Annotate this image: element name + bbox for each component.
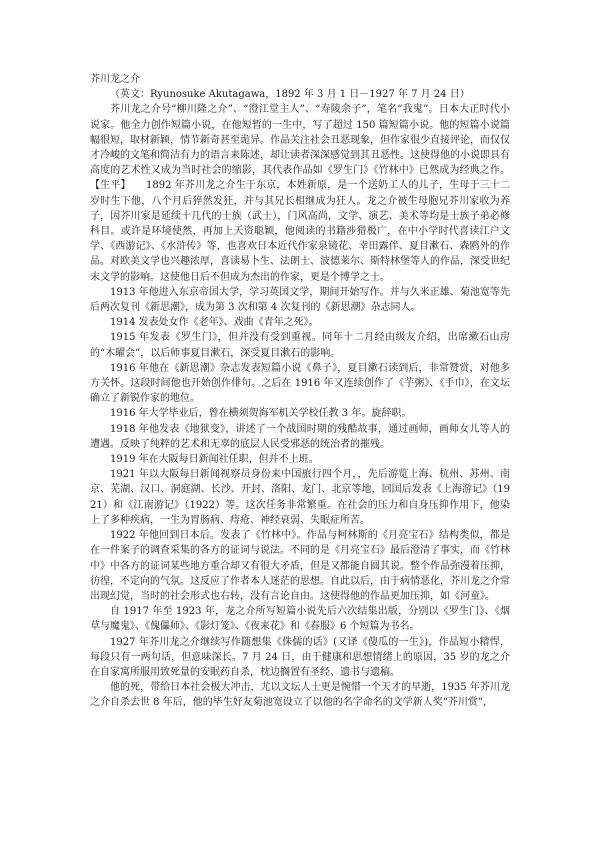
paragraph-1922: 1922 年他回到日本后。发表了《竹林中》。作品与柯林斯的《月亮宝石》结构类似，都是在一件案子的调查采集的各方的证词与说法。不同的是《月亮宝石》最后澄清了事实，而《竹林中》中各方的证词某些地方重合却又有很大矛盾，但是又都能自圆其说。整个作品弥漫着压抑，彷徨，不定向的气氛。这反应了作者本人迷茫的思想。自此以后，由于病情恶化，芥川龙之介常出现幻觉，当时的社会形式也右转，没有言论自由。这使得他的作品更加压抑，如《河童》。: [90, 530, 510, 602]
paragraph-1927: 1927 年芥川龙之介继续写作随想集《侏儒的话》(又译《傻瓜的一生》)，作品短小精悍，每段只有一两句话，但意味深长。7 月 24 日，由于健康和思想情绪上的原因，35 岁的龙之介在自家寓所服用致死量的安眠药自杀，枕边搁置有圣经、遗书与遗稿。: [90, 636, 510, 678]
paragraph-collections: 自 1917 年至 1923 年，龙之介所写短篇小说先后六次结集出版，分别以《罗生门》、《烟草与魔鬼》、《傀儡师》、《影灯笼》、《夜来花》和《春服》6 个短篇为书名。: [90, 606, 510, 633]
paragraph-1915: 1915 年发表《罗生门》，但并没有受到重视。同年十二月经由级友介绍，出席漱石山房的“木曜会”，以后师事夏目漱石，深受夏目漱石的影响。: [90, 332, 510, 359]
paragraph-1914: 1914 发表处女作《老年》、戏曲《青年之死》。: [110, 317, 319, 329]
paragraph-intro: 芥川龙之介号“柳川隆之介”、“澄江堂主人”、“寿陵余子”，笔名“我鬼”。日本大正时代小说家。他全力创作短篇小说，在他短暂的一生中，写了超过 150 篇短篇小说。他的短篇小说篇幅很短，取材新颖，情节新奇甚至诡异。作品关注社会丑恶现象，但作家很少直接评论，而仅仅才冷峻的文笔和简洁有力的语言来陈述，却让读者深深感觉到其丑恶性。这使得他的小说即具有高度的艺术性又成为当时社会的缩影，其代表作品如《罗生门》《竹林中》已然成为经典之作。【生平】 1892 年芥川龙之介生于东京，本姓新原，是一个送奶工人的儿子，生母于三十二岁时生下他，八个月后猝然发狂，并与其兄长相继成为狂人。龙之介被生母胞兄芥川家收为养子，因芥川家是延续十几代的士族（武士），门风高尚，文学、演艺、美术等均是士族子弟必修科目。或许是环境使然，再加上天资聪颖，他阅读的书籍涉猎极广，在中小学时代喜读江户文学、《西游记》、《水浒传》等，也喜欢日本近代作家泉镜花、幸田露伴、夏目漱石、森鸥外的作品。对欧美文学也兴趣浓厚，喜读易卜生、法朗士、波德莱尔、斯特林堡等人的作品，深受世纪末文学的影响。这使他日后不但成为杰出的作家，更是个博学之士。: [90, 104, 510, 283]
paragraph-1916-nose: 1916 年他在《新思潮》杂志发表短篇小说《鼻子》，夏目漱石读到后，非常赞赏，对他多方关怀。这段时间他也开始创作俳句。之后在 1916 年又连续创作了《芋粥》、《手巾》，在文坛确立了新锐作家的地位。: [90, 362, 510, 405]
paragraph-legacy: 他的死，带给日本社会极大冲击，尤以文坛人士更是惋惜一个天才的早逝，1935 年芥川龙之介自杀去世 8 年后，他的毕生好友菊池宽设立了以他的名字命名的文学新人奖“芥川赏”，: [90, 682, 510, 709]
paragraph-1921: 1921 年以大阪每日新闻视察员身份来中国旅行四个月，，先后游览上海、杭州、苏州、南京、芜湖、汉口、洞庭湖、长沙、开封、洛阳、龙门、北京等地，回国后发表《上海游记》（1921）和《江南游记》（1922）等。这次任务非常繁重。在社会的压力和自身压抑作用下，他染上了多种疾病，一生为胃肠病、痔疮、神经衰弱、失眠症所苦。: [90, 469, 510, 526]
paragraph-1916-graduation: 1916 年大学毕业后，曾在横须贺海军机关学校任教 3 年。旋辞职。: [110, 408, 412, 420]
paragraph-1913: 1913 年他进入东京帝国大学，学习英国文学，期间开始写作。并与久米正雄、菊池宽等先后两次复刊《新思潮》，成为第 3 次和第 4 次复刊的《新思潮》杂志同人。: [90, 286, 510, 314]
document-title: 芥川龙之介: [90, 74, 140, 85]
document-subtitle: （英文：Ryunosuke Akutagawa，1892 年 3 月 1 日－1927 年 7 月 24 日）: [110, 89, 470, 101]
paragraph-1919: 1919 年在大阪每日新闻社任职，但并不上班。: [110, 454, 319, 466]
paragraph-1918: 1918 年他发表《地狱变》，讲述了一个战国时期的残酷故事，通过画师，画师女儿等人的遭遇。反映了纯粹的艺术和无辜的底层人民受邪恶的统治者的摧残。: [90, 423, 510, 450]
